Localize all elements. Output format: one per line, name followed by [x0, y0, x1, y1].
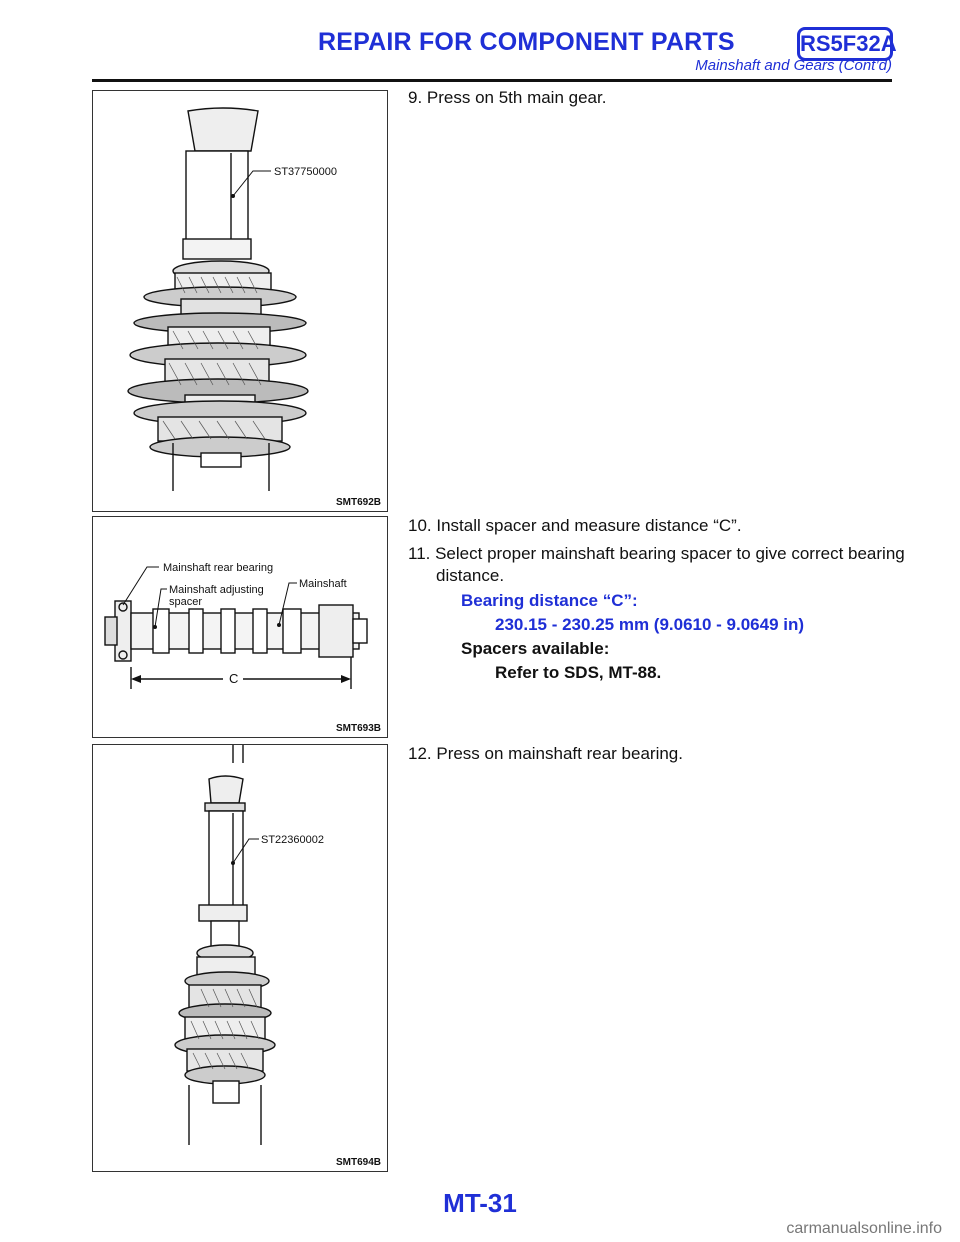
section-title: REPAIR FOR COMPONENT PARTS: [318, 28, 735, 56]
figure-smt694b: [92, 744, 388, 1172]
spec-value: 230.15 - 230.25 mm (9.0610 - 9.0649 in): [495, 615, 805, 634]
spec-label: Bearing distance “C”:: [461, 591, 638, 610]
header-rule: [92, 79, 892, 82]
label-mainshaft-rear-bearing: Mainshaft rear bearing: [163, 562, 274, 574]
figure-code: SMT694B: [335, 1157, 381, 1168]
label-mainshaft: Mainshaft: [299, 578, 347, 590]
figure-smt693b: [92, 516, 388, 738]
illustration-measure-distance-c: [93, 517, 387, 737]
step-10: 10. Install spacer and measure distance “C”.: [408, 516, 742, 535]
illustration-press-rear-bearing: [93, 745, 387, 1171]
step-11-line2: distance.: [436, 566, 505, 585]
tool-label-st37750000: ST37750000: [274, 166, 337, 178]
figure-code: SMT693B: [335, 723, 381, 734]
model-badge: RS5F32A: [797, 27, 893, 61]
label-spacer: spacer: [169, 596, 203, 608]
step-11-line1: 11. Select proper mainshaft bearing spacer to give correct bearing: [408, 544, 905, 563]
watermark: carmanualsonline.info: [786, 1220, 942, 1237]
spacers-label: Spacers available:: [461, 639, 610, 658]
figure-smt692b: [92, 90, 388, 512]
page-number: MT-31: [443, 1188, 517, 1218]
figure-code: SMT692B: [335, 497, 381, 508]
step-12: 12. Press on mainshaft rear bearing.: [408, 744, 683, 763]
illustration-press-5th-gear: [93, 91, 387, 511]
step-9: 9. Press on 5th main gear.: [408, 88, 607, 107]
section-subtitle: Mainshaft and Gears (Cont’d): [695, 57, 892, 74]
dimension-c-label: C: [229, 671, 239, 686]
spacers-value: Refer to SDS, MT-88.: [495, 663, 662, 682]
label-mainshaft-adjusting: Mainshaft adjusting: [169, 584, 264, 596]
tool-label-st22360002: ST22360002: [261, 834, 324, 846]
